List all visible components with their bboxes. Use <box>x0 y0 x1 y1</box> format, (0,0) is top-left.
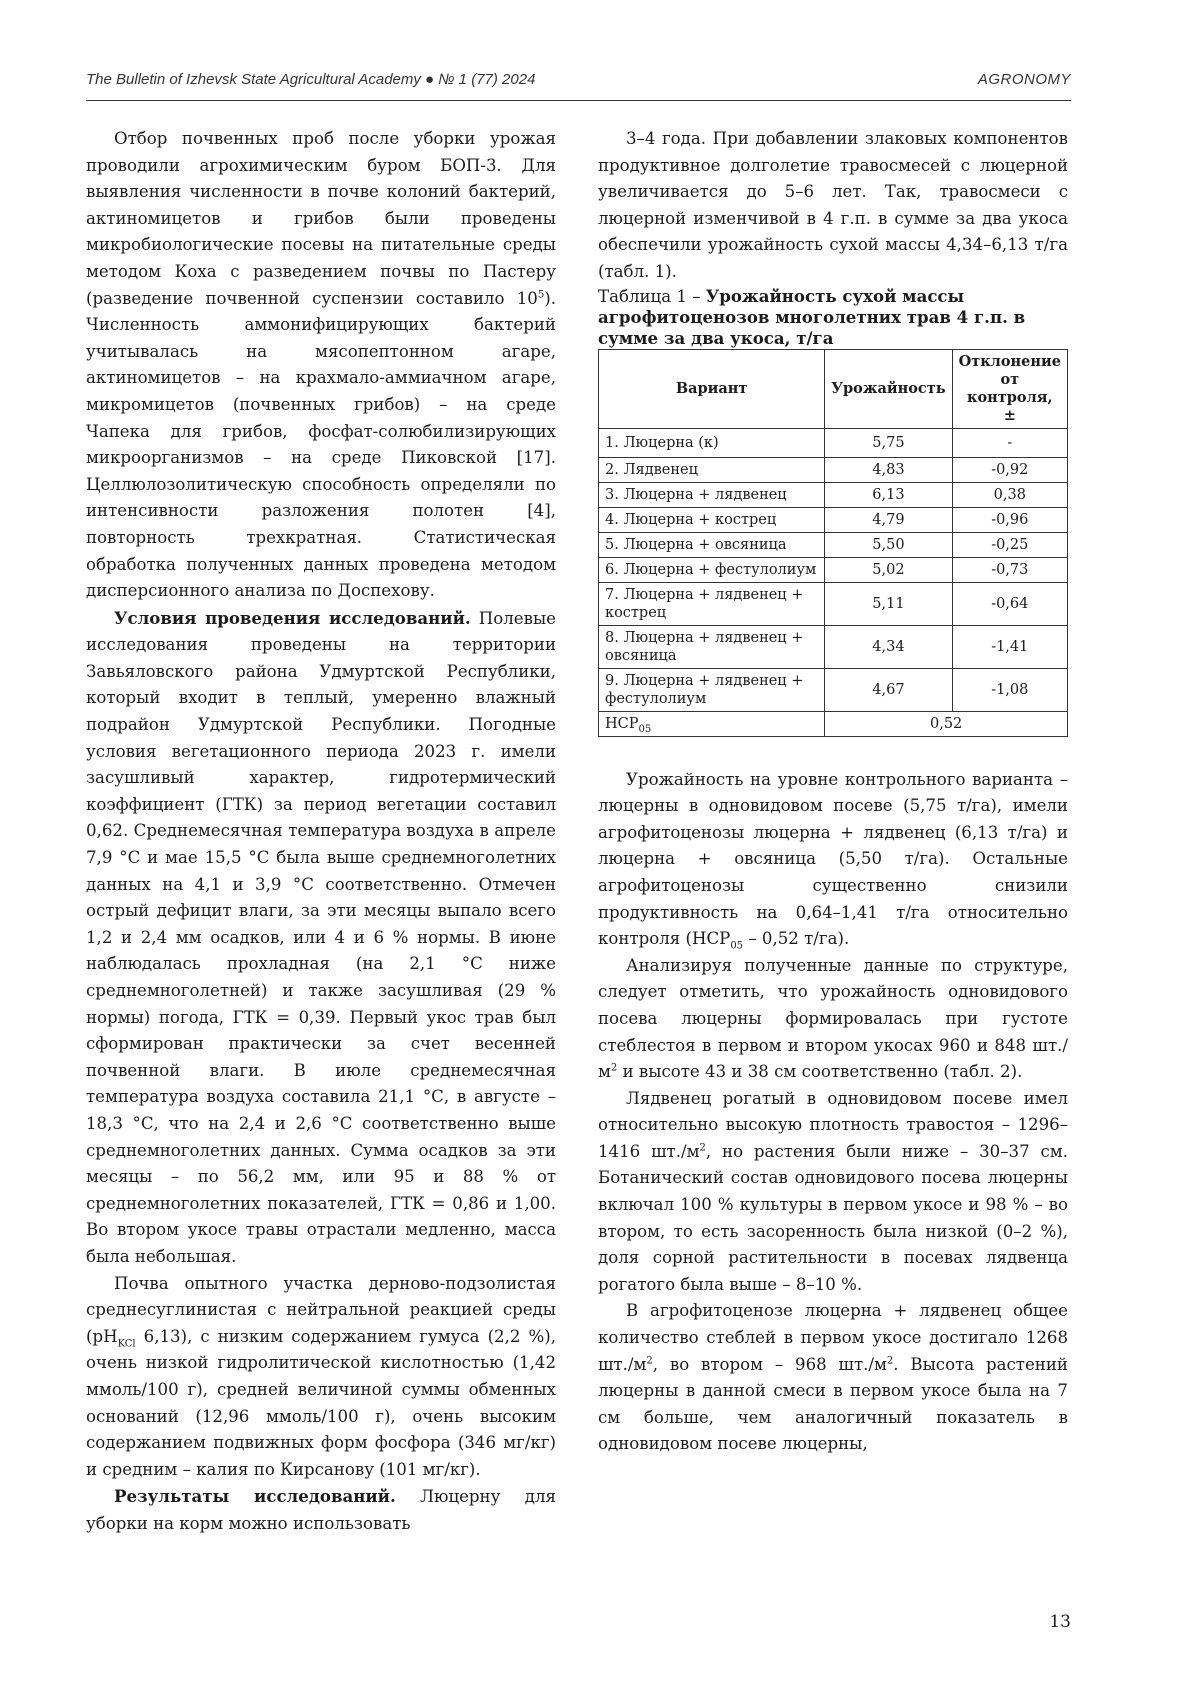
cell-variant: 2. Лядвенец <box>599 457 825 482</box>
paragraph-lotus: Лядвенец рогатый в одновидовом посеве имел относительно высокую плотность травостоя – 1296–1416 $шт./м^2$, но растения были ниже – 30–37 см. Ботанический состав одновидового посева люцерны включал 100 % культуры в первом укосе и 98 % – во втором, то есть засоренность была низкой (0–2 %), доля сорной растительности в посевах лядвенца рогатого была выше – 8–10 %. <box>598 1088 1068 1294</box>
paragraph-methods: Отбор почвенных проб после уборки урожая проводили агрохимическим буром БОП-3. Для выявления численности в почве колоний бактерий, актиномицетов и грибов были проведены микробиологические посевы на питательные среды методом Коха с разведением почвы по Пастеру (разведение почвенной суспензии составило $10^5$). Численность аммонифицирующих бактерий учитывалась на мясопептонном агаре, актиномицетов – на крахмало-аммиачном агаре, микромицетов (почвенных грибов) – на среде Чапека для грибов, фосфат-солюбилизирующих микроорганизмов – на среде Пиковской [17]. Целлюлозолитическую способность определяли по интенсивности разложения полотен [4], повторность трехкратная. Статистическая обработка полученных данных проведена методом дисперсионного анализа по Доспехову. <box>86 129 556 601</box>
table-row <box>599 457 1068 482</box>
cell-deviation: -0,64 <box>952 582 1067 625</box>
cell-yield: 6,13 <box>825 482 952 507</box>
page-number: 13 <box>1049 1612 1071 1632</box>
table-row <box>599 557 1068 582</box>
section-heading-results: Результаты исследований. <box>114 1486 396 1507</box>
cell-yield: 4,79 <box>825 507 952 532</box>
cell-lsd-value: 0,52 <box>825 711 1068 736</box>
yield-table <box>598 349 1068 737</box>
paragraph-conditions: Условия проведения исследований. Полевые исследования проведены на территории Завьяловского района Удмуртской Республики, который входит в теплый, умеренно влажный подрайон Удмуртской Республики. Погодные условия вегетационного периода 2023 г. имели засушливый характер, гидротермический коэффициент (ГТК) за период вегетации составил 0,62. Среднемесячная температура воздуха в апреле 7,9 °С и мае 15,5 °С была выше среднемноголетних данных на 4,1 и 3,9 °С соответственно. Отмечен острый дефицит влаги, за эти месяцы выпало всего 1,2 и 2,4 мм осадков, или 4 и 6 % нормы. В июне наблюдалась прохладная (на 2,1 °С ниже среднемноголетней) и также засушливая (29 % нормы) погода, ГТК = 0,39. Первый укос трав был сформирован практически за счет весенней почвенной влаги. В июле среднемесячная температура воздуха составила 21,1 °С, в августе – 18,3 °С, что на 2,4 и 2,6 °С соответственно выше среднемноголетних данных. Сумма осадков за эти месяцы – по 56,2 мм, или 95 и 88 % от среднемноголетних показателей, ГТК = 0,86 и 1,00. Во втором укосе травы отрастали медленно, масса была небольшая. <box>86 607 556 1266</box>
cell-variant: 6. Люцерна + фестулолиум <box>599 557 825 582</box>
cell-deviation: - <box>952 428 1067 457</box>
cell-variant: 8. Люцерна + лядвенец + овсяница <box>599 625 825 668</box>
header-variant: Вариант <box>599 349 825 428</box>
cell-yield: 5,02 <box>825 557 952 582</box>
cell-variant: 7. Люцерна + лядвенец + кострец <box>599 582 825 625</box>
cell-yield: 4,83 <box>825 457 952 482</box>
table-row <box>599 507 1068 532</box>
paragraph-mixture: В агрофитоценозе люцерна + лядвенец общее количество стеблей в первом укосе достигало 1268 $шт./м^2$, во втором – 968 $шт./м^2$. Высота растений люцерны в данной смеси в первом укосе была на 7 см больше, чем аналогичный показатель в одновидовом посеве люцерны, <box>598 1301 1068 1454</box>
cell-deviation: -0,25 <box>952 532 1067 557</box>
cell-variant: 1. Люцерна (к) <box>599 428 825 457</box>
section-name: AGRONOMY <box>977 71 1071 88</box>
table-row <box>599 582 1068 625</box>
cell-yield: 4,34 <box>825 625 952 668</box>
cell-deviation: -1,41 <box>952 625 1067 668</box>
table-row <box>599 428 1068 457</box>
table-footer-row <box>599 711 1068 736</box>
cell-deviation: -0,73 <box>952 557 1067 582</box>
cell-variant: 3. Люцерна + лядвенец <box>599 482 825 507</box>
cell-variant: 4. Люцерна + кострец <box>599 507 825 532</box>
cell-lsd-label: $НСР_{05}$ <box>599 711 825 736</box>
cell-deviation: -0,92 <box>952 457 1067 482</box>
cell-yield: 5,75 <box>825 428 952 457</box>
cell-variant: 9. Люцерна + лядвенец + фестулолиум <box>599 668 825 711</box>
paragraph-yield-level: Урожайность на уровне контрольного варианта – люцерны в одновидовом посеве (5,75 т/га), имели агрофитоценозы люцерна + лядвенец (6,13 т/га) и люцерна + овсяница (5,50 т/га). Остальные агрофитоценозы существенно снизили продуктивность на 0,64–1,41 т/га относительно контроля ($НСР_{05} - 0,52$ т/га). <box>598 769 1068 952</box>
left-column <box>86 126 556 1537</box>
cell-yield: 5,11 <box>825 582 952 625</box>
cell-deviation: 0,38 <box>952 482 1067 507</box>
cell-deviation: -1,08 <box>952 668 1067 711</box>
cell-yield: 5,50 <box>825 532 952 557</box>
table-row <box>599 625 1068 668</box>
paragraph-soil: Почва опытного участка дерново-подзолистая среднесуглинистая с нейтральной реакцией среды ($pH_{KCl}$ 6,13), с низким содержанием гумуса (2,2 %), очень низкой гидролитической кислотностью (1,42 ммоль/100 г), средней величиной суммы обменных оснований (12,96 ммоль/100 г), очень высоким содержанием подвижных форм фосфора (346 мг/кг) и средним – калия по Кирсанову (101 мг/кг). <box>86 1273 556 1479</box>
paragraph-results: Результаты исследований. Люцерну для уборки на корм можно использовать <box>86 1486 556 1533</box>
header-yield: Урожайность <box>825 349 952 428</box>
table-row <box>599 668 1068 711</box>
cell-variant: 5. Люцерна + овсяница <box>599 532 825 557</box>
section-heading-conditions: Условия проведения исследований. <box>114 607 471 628</box>
journal-title: The Bulletin of Izhevsk State Agricultural Academy ● № 1 (77) 2024 <box>86 71 536 88</box>
running-header <box>86 70 1071 101</box>
paragraph-structure: Анализируя полученные данные по структуре, следует отметить, что урожайность одновидового посева люцерны формировалась при густоте стеблестоя в первом и втором укосах 960 и 848 $шт./м^2$ и высоте 43 и 38 см соответственно (табл. 2). <box>598 955 1068 1082</box>
header-deviation: Отклонение от контроля, ± <box>952 349 1067 428</box>
cell-deviation: -0,96 <box>952 507 1067 532</box>
paragraph-longevity: 3–4 года. При добавлении злаковых компонентов продуктивное долголетие травосмесей с люцерной увеличивается до 5–6 лет. Так, травосмеси с люцерной изменчивой в 4 г.п. в сумме за два укоса обеспечили урожайность сухой массы 4,34–6,13 т/га (табл. 1). <box>598 129 1068 281</box>
table-row <box>599 532 1068 557</box>
table-caption: Таблица 1 – Урожайность сухой массы агрофитоценозов многолетних трав 4 г.п. в сумме за два укоса, т/га <box>598 285 1026 348</box>
table-row <box>599 482 1068 507</box>
cell-yield: 4,67 <box>825 668 952 711</box>
table-header-row <box>599 349 1068 428</box>
right-column <box>598 126 1068 1458</box>
